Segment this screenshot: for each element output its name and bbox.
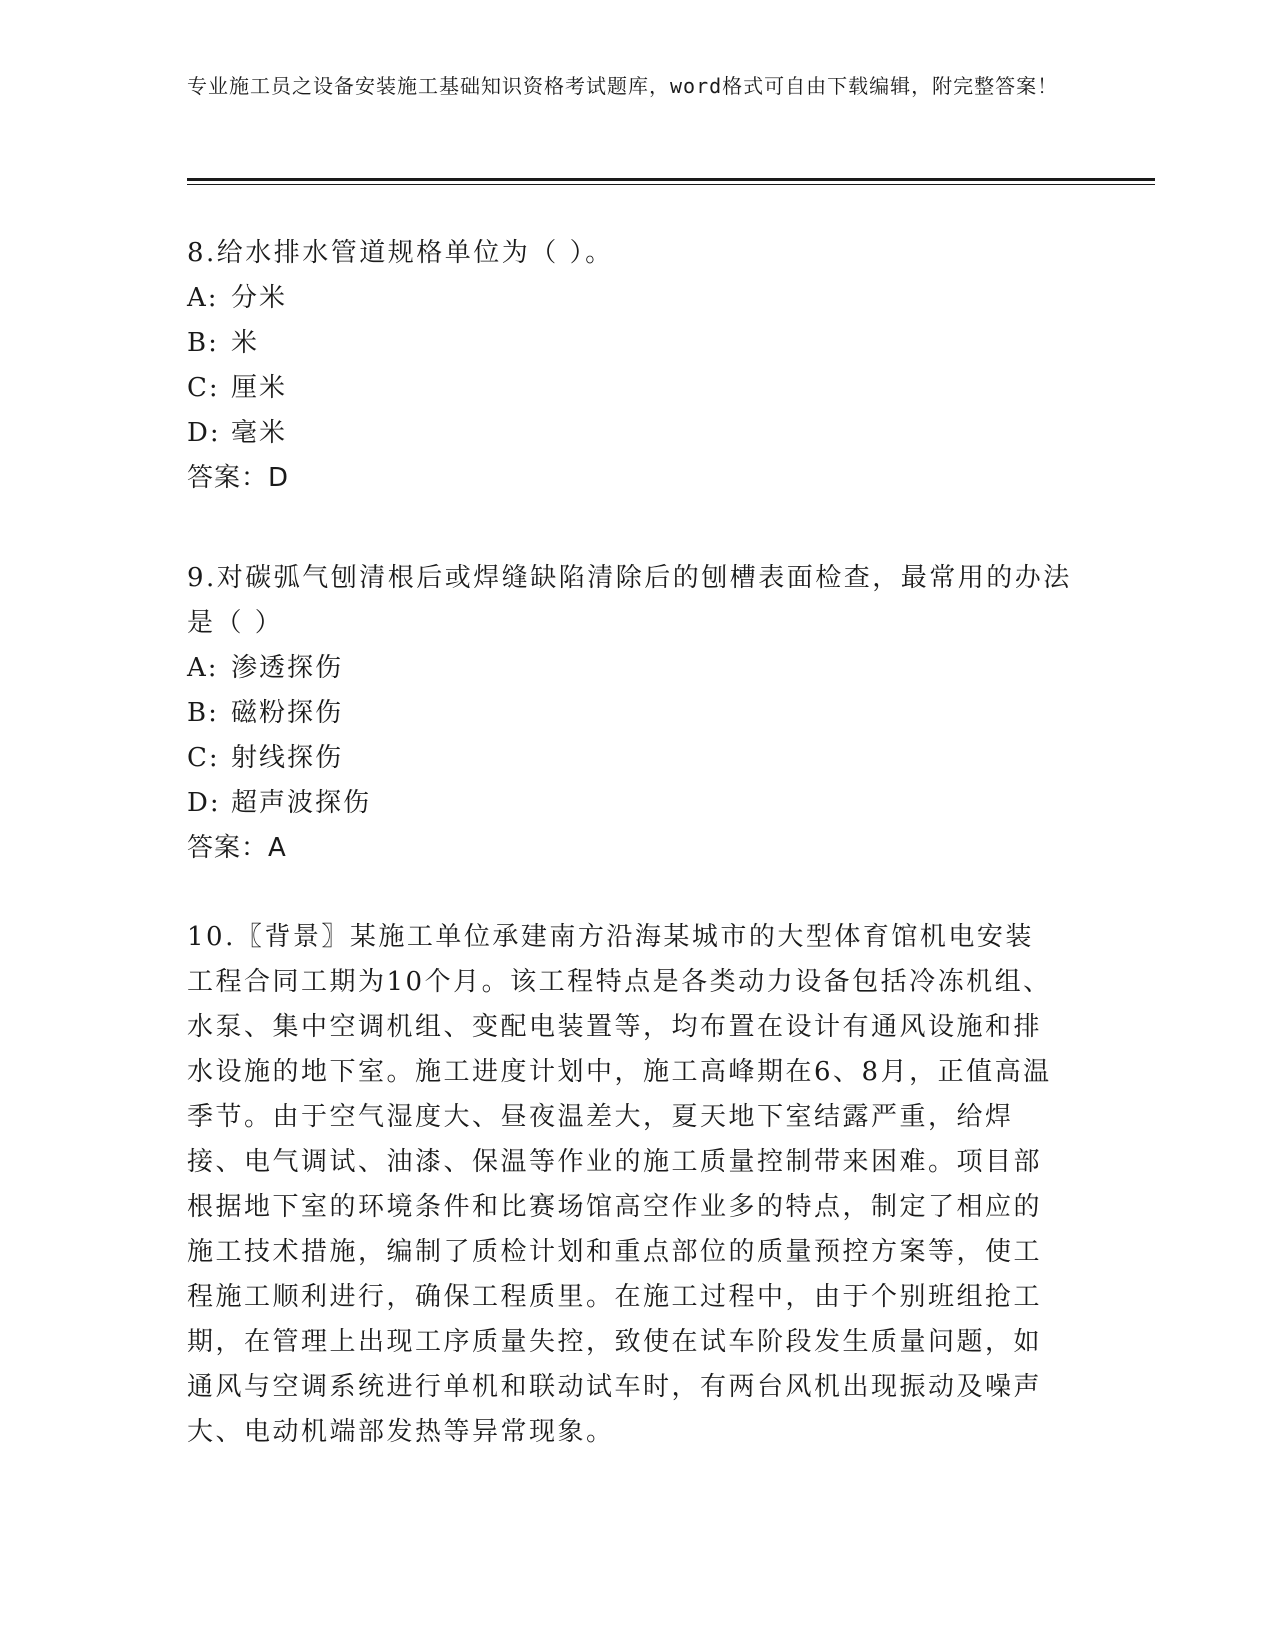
option-letter: A: — [187, 653, 219, 683]
option-d — [187, 781, 1087, 826]
option-a — [187, 276, 1087, 321]
option-a — [187, 646, 1087, 691]
question-text: 8.给水排水管道规格单位为（ ）。 — [187, 238, 614, 268]
option-letter: B: — [187, 698, 219, 728]
answer-text: 答案：D — [187, 463, 290, 493]
option-c — [187, 366, 1087, 411]
option-d — [187, 411, 1087, 456]
option-letter: A: — [187, 283, 219, 313]
option-letter: D: — [187, 418, 221, 448]
option-b — [187, 691, 1087, 736]
question-8 — [187, 231, 1087, 501]
option-text: 射线探伤 — [231, 743, 344, 773]
question-10 — [187, 915, 1087, 1455]
header-divider-thin — [187, 184, 1155, 185]
option-letter: C: — [187, 743, 220, 773]
option-letter: D: — [187, 788, 221, 818]
option-c — [187, 736, 1087, 781]
option-text: 米 — [231, 328, 260, 358]
option-text: 厘米 — [231, 373, 288, 403]
option-letter: B: — [187, 328, 219, 358]
option-text: 渗透探伤 — [231, 653, 344, 683]
document-header: 专业施工员之设备安装施工基础知识资格考试题库，word格式可自由下载编辑，附完整答案！ — [187, 74, 1059, 98]
answer-text: 答案：A — [187, 833, 287, 863]
question-text: 9.对碳弧气刨清根后或焊缝缺陷清除后的刨槽表面检查，最常用的办法是（ ） — [187, 563, 1072, 638]
option-text: 磁粉探伤 — [231, 698, 344, 728]
option-text: 超声波探伤 — [231, 788, 372, 818]
question-text: 10.〖背景〗某施工单位承建南方沿海某城市的大型体育馆机电安装工程合同工期为10个月。该工程特点是各类动力设备包括冷冻机组、水泵、集中空调机组、变配电装置等，均布置在设计有通风设施和排水设施的地下室。施工进度计划中，施工高峰期在6、8月，正值高温季节。由于空气湿度大、昼夜温差大，夏天地下室结露严重，给焊接、电气调试、油漆、保温等作业的施工质量控制带来困难。项目部根据地下室的环境条件和比赛场馆高空作业多的特点，制定了相应的施工技术措施，编制了质检计划和重点部位的质量预控方案等，使工程施工顺利进行，确保工程质里。在施工过程中，由于个别班组抢工期，在管理上出现工序质量失控，致使在试车阶段发生质量问题，如通风与空调系统进行单机和联动试车时，有两台风机出现振动及噪声大、电动机端部发热等异常现象。 — [187, 922, 1052, 1447]
option-letter: C: — [187, 373, 220, 403]
option-text: 分米 — [231, 283, 288, 313]
option-b — [187, 321, 1087, 366]
header-divider-thick — [187, 178, 1155, 181]
option-text: 毫米 — [231, 418, 288, 448]
question-9 — [187, 556, 1087, 871]
